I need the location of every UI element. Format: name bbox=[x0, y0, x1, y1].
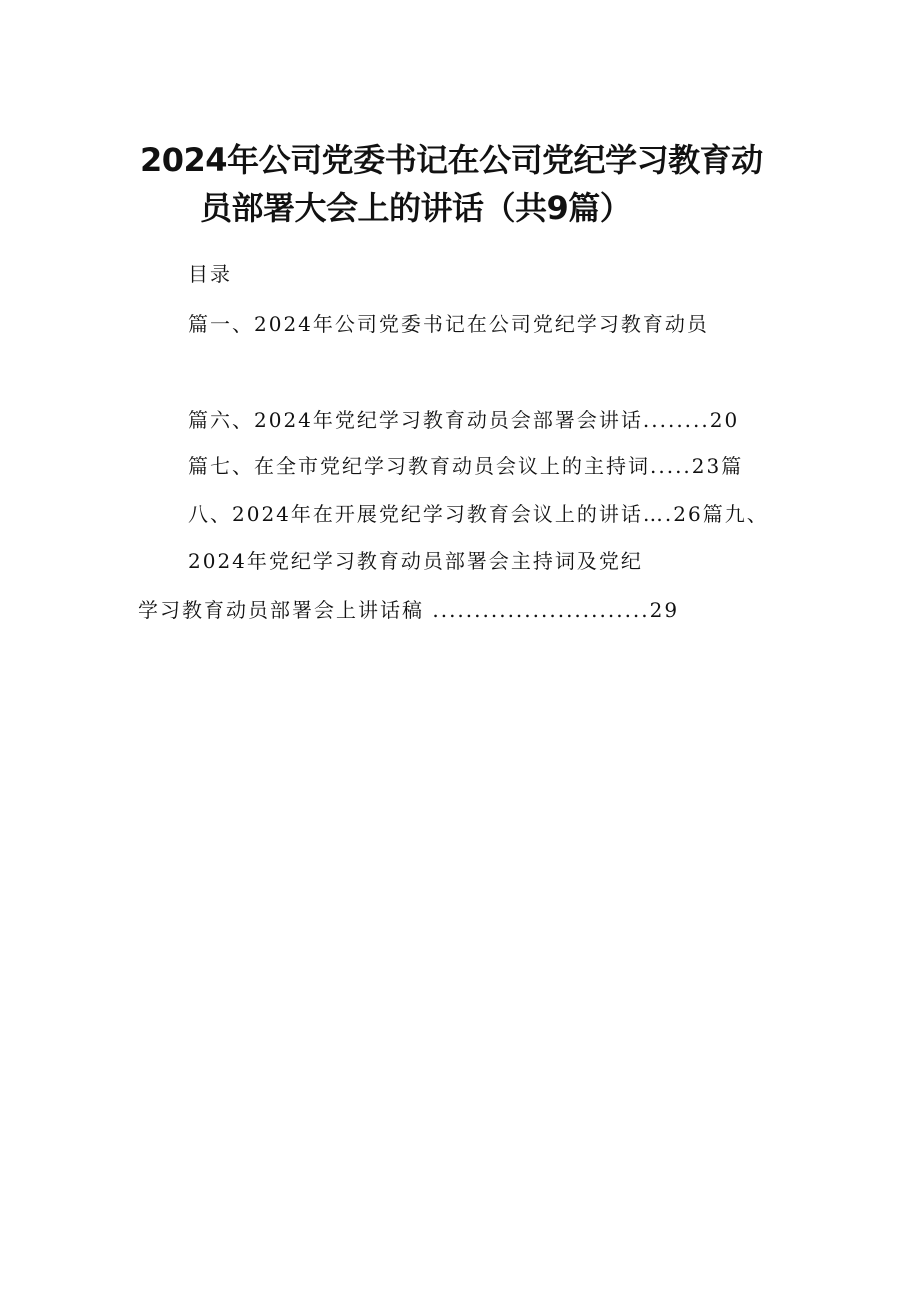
toc-heading: 目录 bbox=[188, 262, 232, 286]
toc-entry-1[interactable]: 篇一、2024年公司党委书记在公司党纪学习教育动员 bbox=[188, 312, 709, 336]
toc-entry-6[interactable]: 篇六、2024年党纪学习教育动员会部署会讲话........20 bbox=[188, 408, 740, 432]
toc-entry-9-line-2[interactable]: 学习教育动员部署会上讲话稿 ..........................29 bbox=[138, 598, 680, 622]
document-title-line-1: 2024年公司党委书记在公司党纪学习教育动 bbox=[140, 141, 763, 179]
toc-entry-7[interactable]: 篇七、在全市党纪学习教育动员会议上的主持词.....23篇 bbox=[188, 454, 744, 478]
toc-entry-8[interactable]: 八、2024年在开展党纪学习教育会议上的讲话….26篇九、 bbox=[188, 502, 769, 526]
document-title-line-2: 员部署大会上的讲话（共9篇） bbox=[200, 189, 632, 227]
toc-entry-9-line-1[interactable]: 2024年党纪学习教育动员部署会主持词及党纪 bbox=[188, 549, 643, 573]
